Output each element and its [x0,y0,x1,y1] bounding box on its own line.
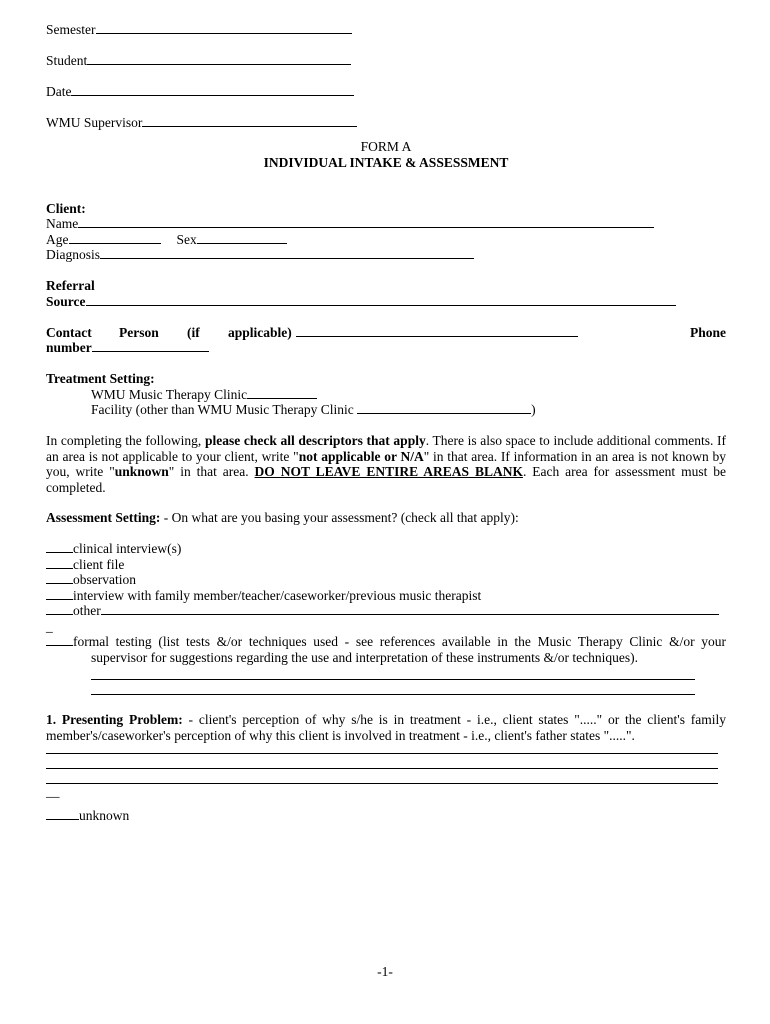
form-page [46,22,726,824]
treatment-heading: Treatment Setting: [46,371,155,386]
contact-person-field [46,325,726,341]
student-blank[interactable] [87,53,351,65]
instructions-warning: DO NOT LEAVE ENTIRE AREAS BLANK [254,464,523,479]
phone-number-label: number [46,340,92,355]
referral-label-line2: Source [46,293,86,309]
stray-dash: _ [46,618,53,634]
checkbox-clinical-interview[interactable] [46,541,73,553]
presenting-problem-blanks [46,743,718,784]
instructions-text-4: " in that area. [168,464,255,479]
referral-source-blank[interactable] [86,294,676,306]
option-formal-testing [46,634,726,650]
referral-source-field [46,294,726,325]
treatment-facility-close: ) [531,402,536,417]
semester-label: Semester [46,22,96,37]
referral-label-line1: Referral [46,278,95,293]
option-label: client file [73,556,125,572]
client-heading: Client: [46,200,86,216]
presenting-problem-text: - client's perception of why s/he is in treatment - i.e., client states "....." or the client's family member's/caseworker's perception of why this client is involved in treatment - i.e., client's father states ".....". [46,712,727,743]
other-blank[interactable] [101,603,719,615]
treatment-clinic-field [46,387,726,403]
checkbox-observation[interactable] [46,572,73,584]
checkbox-formal-testing[interactable] [46,634,73,646]
client-age-label: Age [46,231,69,247]
formal-testing-blank-line[interactable] [91,665,695,680]
form-title-line1: FORM A [360,139,412,154]
presenting-problem-blank-line[interactable] [46,754,718,769]
formal-testing-label: formal testing (list tests &/or techniques used - see references available in the Music Therapy Clinic &/or your [73,634,726,649]
unknown-option [46,808,726,824]
checkbox-interview-family[interactable] [46,588,73,600]
presenting-problem-blank-line[interactable] [46,743,718,754]
instructions-paragraph [46,433,726,495]
contact-word-3: (if [187,324,200,340]
phone-label: Phone [689,324,726,340]
supervisor-field [46,115,726,139]
client-age-blank[interactable] [69,232,161,244]
presenting-problem-paragraph [46,712,726,743]
formal-testing-blanks [91,665,695,695]
client-diagnosis-field [46,247,726,278]
instructions-text-1: In completing the following, [46,433,205,448]
treatment-facility-field [46,402,726,433]
presenting-problem-blank-line[interactable] [46,769,718,784]
checkbox-client-file[interactable] [46,557,73,569]
client-name-label: Name [46,216,79,231]
treatment-facility-blank[interactable] [357,402,531,414]
form-title-line2: INDIVIDUAL INTAKE & ASSESSMENT [263,154,509,170]
phone-number-field [46,340,726,371]
treatment-clinic-label: WMU Music Therapy Clinic [91,386,248,402]
formal-testing-blank-line[interactable] [91,680,695,695]
client-diagnosis-blank[interactable] [100,247,474,259]
option-clinical-interview [46,541,726,557]
semester-field [46,22,726,53]
client-sex-label: Sex [176,231,197,247]
option-label: observation [73,572,136,587]
contact-word-2: Person [119,324,159,340]
student-field [46,53,726,84]
checkbox-unknown[interactable] [46,808,79,820]
assessment-setting-text: - On what are you basing your assessment? (check all that apply): [160,510,519,525]
client-sex-blank[interactable] [197,232,287,244]
date-blank[interactable] [71,84,354,96]
instructions-bold-2: not applicable or N/A [298,448,424,464]
presenting-problem-stray: __ [46,784,60,799]
option-client-file [46,557,726,573]
instructions-bold-1: please check all descriptors that apply [204,433,426,448]
contact-person-blank[interactable] [296,325,578,337]
instructions-text-2: . There is also space to include additional comments. If an area is not applicable to your client, write " [46,433,726,464]
page-number: -1- [377,964,393,979]
instructions-text-5: . Each area for assessment must be completed. [46,464,727,495]
contact-word-1: Contact [46,324,92,340]
option-interview-family [46,588,726,604]
treatment-clinic-blank[interactable] [247,387,317,399]
contact-word-4: applicable) [228,324,292,340]
supervisor-label: WMU Supervisor [46,115,143,130]
option-label: other [73,603,101,618]
instructions-bold-3: unknown [114,464,169,479]
date-label: Date [46,84,72,99]
client-diagnosis-label: Diagnosis [46,247,100,262]
client-name-blank[interactable] [78,216,654,228]
client-age-sex-field [46,232,726,248]
formal-testing-cont: supervisor for suggestions regarding the use and interpretation of these instruments &/or techniques). [91,649,638,665]
assessment-setting-intro [46,510,726,541]
option-label: interview with family member/teacher/caseworker/previous music therapist [73,587,482,603]
option-label: clinical interview(s) [73,541,182,556]
assessment-setting-heading: Assessment Setting: [46,510,161,525]
unknown-label: unknown [79,808,130,823]
treatment-facility-label: Facility (other than WMU Music Therapy Clinic [91,402,358,417]
option-other [46,603,726,619]
date-field [46,84,726,115]
instructions-text-3: " in that area. If information in an area is not known by you, write " [46,448,726,479]
supervisor-blank[interactable] [142,115,357,127]
presenting-problem-heading: 1. Presenting Problem: [46,712,183,727]
semester-blank[interactable] [96,22,352,34]
checkbox-other[interactable] [46,603,73,615]
option-observation [46,572,726,588]
student-label: Student [46,53,88,68]
client-name-field [46,216,726,232]
phone-number-blank[interactable] [92,340,209,352]
